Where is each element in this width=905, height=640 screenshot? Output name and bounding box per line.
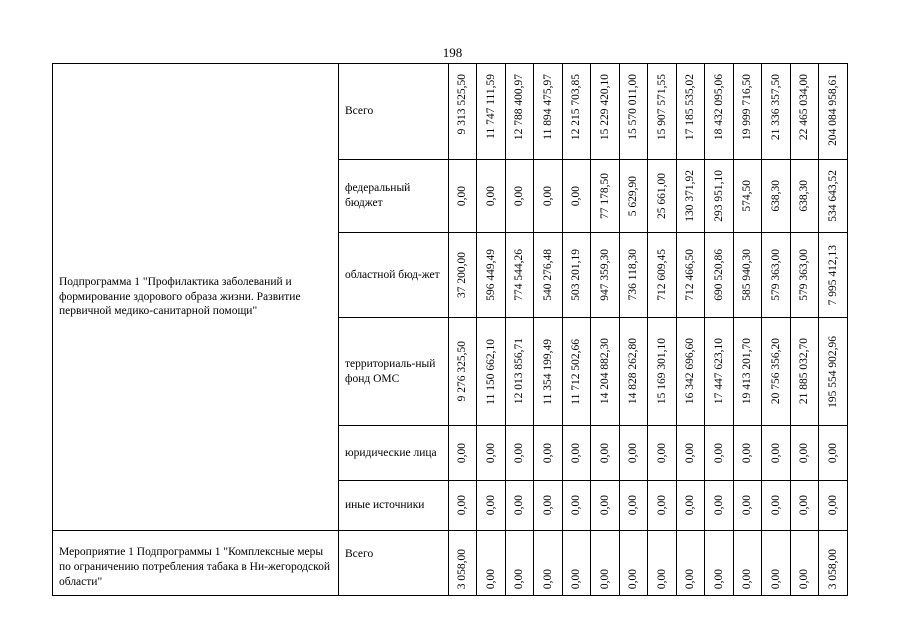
value-cell [620, 233, 648, 318]
value-cell [506, 531, 534, 596]
value-cell [449, 160, 477, 233]
value-cell [449, 426, 477, 481]
value-text: 11 894 475,97 [541, 74, 554, 140]
value-text: 0,00 [798, 495, 811, 516]
value-text: 0,00 [570, 495, 583, 516]
value-text: 579 363,00 [798, 249, 811, 301]
value-text: 0,00 [826, 442, 839, 464]
value-cell [762, 426, 791, 481]
value-cell [819, 426, 848, 481]
value-cell [591, 233, 620, 318]
value-cell [449, 531, 477, 596]
value-cell [563, 233, 591, 318]
value-text: 574,50 [741, 180, 754, 212]
value-text: 0,00 [712, 495, 725, 516]
value-text: 0,00 [712, 568, 725, 589]
value-text: 77 178,50 [598, 173, 611, 219]
value-cell [705, 318, 734, 426]
value-cell [449, 318, 477, 426]
value-cell [705, 531, 734, 596]
value-cell [762, 233, 791, 318]
value-text: 204 084 958,61 [826, 74, 839, 146]
value-cell [591, 318, 620, 426]
value-cell [563, 531, 591, 596]
value-text: 534 643,52 [826, 170, 839, 222]
value-text: 9 276 325,50 [456, 341, 469, 402]
value-text: 0,00 [627, 495, 640, 516]
value-cell [620, 318, 648, 426]
value-cell [534, 531, 563, 596]
value-text: 293 951,10 [712, 170, 725, 222]
value-cell [705, 64, 734, 160]
value-cell [563, 426, 591, 481]
value-cell [477, 233, 506, 318]
value-text: 712 609,45 [655, 249, 668, 301]
value-cell [534, 160, 563, 233]
value-text: 7 995 412,13 [826, 244, 839, 306]
value-text: 0,00 [484, 185, 497, 207]
value-cell [705, 233, 734, 318]
value-cell [819, 531, 848, 596]
value-text: 0,00 [627, 568, 640, 589]
value-text: 503 201,19 [570, 249, 583, 301]
value-cell [791, 233, 819, 318]
value-cell [506, 233, 534, 318]
value-cell [563, 160, 591, 233]
value-text: 37 200,00 [456, 252, 469, 298]
value-text: 0,00 [769, 568, 782, 589]
value-cell [648, 426, 677, 481]
value-text: 0,00 [541, 495, 554, 516]
value-cell [620, 531, 648, 596]
value-cell [734, 160, 762, 233]
value-text: 0,00 [655, 495, 668, 516]
value-text: 21 336 357,50 [769, 74, 782, 141]
value-cell [762, 64, 791, 160]
value-text: 19 999 716,50 [741, 74, 754, 141]
program-name-cell: Подпрограмма 1 "Профилактика заболеваний и формирование здорового образа жизни. Развитие первичной медико-санитарной помощи" [53, 64, 339, 531]
value-text: 0,00 [541, 442, 554, 464]
value-text: 0,00 [655, 442, 668, 464]
value-cell [734, 233, 762, 318]
value-cell [477, 426, 506, 481]
value-cell [449, 233, 477, 318]
value-cell [534, 233, 563, 318]
value-text: 0,00 [513, 495, 526, 516]
value-text: 15 907 571,55 [655, 74, 668, 141]
value-cell [506, 481, 534, 531]
value-text: 712 466,50 [684, 249, 697, 301]
value-text: 947 359,30 [598, 249, 611, 301]
table-row [53, 531, 848, 596]
program-name-cell: Мероприятие 1 Подпрограммы 1 "Комплексные меры по ограничению потребления табака в Ни-жегородской области" [53, 531, 339, 596]
value-text: 15 229 420,10 [598, 74, 611, 141]
value-text: 690 520,86 [712, 249, 725, 301]
value-cell [791, 318, 819, 426]
value-text: 638,30 [798, 180, 811, 212]
value-cell [449, 481, 477, 531]
value-text: 5 629,90 [627, 175, 640, 217]
funding-source-cell: областной бюд-жет [339, 233, 449, 318]
value-text: 0,00 [684, 568, 697, 589]
value-text: 15 570 011,00 [627, 74, 640, 140]
value-text: 540 276,48 [541, 249, 554, 301]
value-text: 0,00 [456, 442, 469, 464]
value-text: 0,00 [513, 442, 526, 464]
value-cell [620, 426, 648, 481]
value-text: 0,00 [570, 442, 583, 464]
value-cell [477, 531, 506, 596]
value-text: 0,00 [798, 568, 811, 589]
value-text: 736 118,30 [627, 249, 640, 301]
value-cell [819, 481, 848, 531]
value-text: 0,00 [570, 568, 583, 589]
value-text: 20 756 356,20 [769, 338, 782, 405]
value-text: 9 313 525,50 [456, 74, 469, 135]
value-cell [534, 64, 563, 160]
value-cell [563, 318, 591, 426]
value-cell [762, 531, 791, 596]
value-cell [819, 64, 848, 160]
value-cell [705, 481, 734, 531]
value-cell [506, 426, 534, 481]
value-cell [677, 318, 705, 426]
value-text: 0,00 [598, 568, 611, 589]
value-text: 18 432 095,06 [712, 74, 725, 141]
value-text: 14 828 262,80 [627, 338, 640, 405]
value-text: 0,00 [484, 495, 497, 516]
value-cell [591, 64, 620, 160]
value-text: 11 747 111,59 [484, 74, 497, 139]
value-text: 22 465 034,00 [798, 74, 811, 141]
value-cell [563, 481, 591, 531]
value-text: 0,00 [456, 495, 469, 516]
value-text: 16 342 696,60 [684, 338, 697, 405]
value-text: 11 354 199,49 [541, 338, 554, 405]
value-text: 12 788 400,97 [513, 74, 526, 141]
value-text: 579 363,00 [769, 249, 782, 301]
value-text: 3 058,00 [826, 548, 839, 589]
value-cell [734, 426, 762, 481]
value-cell [648, 318, 677, 426]
value-cell [677, 233, 705, 318]
funding-source-cell: федеральный бюджет [339, 160, 449, 233]
value-text: 0,00 [484, 568, 497, 589]
value-cell [506, 318, 534, 426]
value-text: 596 449,49 [484, 249, 497, 301]
value-text: 130 371,92 [684, 170, 697, 222]
value-cell [648, 481, 677, 531]
value-text: 0,00 [684, 442, 697, 464]
value-text: 19 413 201,70 [741, 338, 754, 405]
value-cell [506, 160, 534, 233]
funding-source-cell: иные источники [339, 481, 449, 531]
table-row [53, 64, 848, 160]
value-cell [762, 318, 791, 426]
value-cell [819, 318, 848, 426]
value-cell [648, 160, 677, 233]
value-cell [534, 481, 563, 531]
value-text: 12 013 856,71 [513, 338, 526, 405]
value-cell [677, 160, 705, 233]
value-cell [677, 481, 705, 531]
value-text: 0,00 [684, 495, 697, 516]
value-text: 25 661,00 [655, 173, 668, 219]
value-text: 15 169 301,10 [655, 338, 668, 405]
value-text: 0,00 [484, 442, 497, 464]
value-cell [534, 318, 563, 426]
funding-source-cell: Всего [339, 64, 449, 160]
value-cell [648, 531, 677, 596]
value-text: 0,00 [712, 442, 725, 464]
value-cell [791, 481, 819, 531]
value-cell [819, 160, 848, 233]
value-cell [762, 481, 791, 531]
value-cell [620, 64, 648, 160]
value-text: 0,00 [541, 568, 554, 589]
value-text: 0,00 [598, 442, 611, 464]
value-text: 0,00 [826, 495, 839, 516]
funding-source-cell: территориаль-ный фонд ОМС [339, 318, 449, 426]
value-cell [791, 64, 819, 160]
value-cell [449, 64, 477, 160]
value-cell [620, 481, 648, 531]
value-cell [591, 481, 620, 531]
value-cell [734, 318, 762, 426]
value-cell [819, 233, 848, 318]
value-cell [563, 64, 591, 160]
value-cell [762, 160, 791, 233]
value-text: 11 712 502,66 [570, 338, 583, 405]
value-cell [648, 233, 677, 318]
value-text: 11 150 662,10 [484, 338, 497, 405]
funding-source-cell: юридические лица [339, 426, 449, 481]
value-text: 21 885 032,70 [798, 338, 811, 405]
value-text: 0,00 [541, 185, 554, 207]
value-text: 17 447 623,10 [712, 338, 725, 405]
value-cell [591, 426, 620, 481]
value-text: 0,00 [769, 495, 782, 516]
value-text: 638,30 [769, 180, 782, 212]
funding-source-cell: Всего [339, 531, 449, 596]
value-text: 3 058,00 [456, 548, 469, 589]
value-cell [677, 64, 705, 160]
value-cell [477, 64, 506, 160]
value-cell [477, 481, 506, 531]
value-cell [677, 426, 705, 481]
value-cell [477, 318, 506, 426]
page-number: 198 [442, 45, 463, 60]
value-cell [677, 531, 705, 596]
value-text: 0,00 [627, 442, 640, 464]
value-text: 0,00 [741, 442, 754, 464]
value-text: 0,00 [513, 185, 526, 207]
value-text: 0,00 [798, 442, 811, 464]
value-text: 585 940,30 [741, 249, 754, 301]
value-text: 195 554 902,96 [826, 335, 839, 408]
value-text: 0,00 [456, 185, 469, 207]
value-text: 12 215 703,85 [570, 74, 583, 141]
table-body [53, 64, 848, 596]
value-text: 0,00 [570, 185, 583, 207]
value-cell [791, 426, 819, 481]
value-text: 0,00 [655, 568, 668, 589]
budget-table [52, 63, 848, 596]
value-cell [648, 64, 677, 160]
value-cell [591, 531, 620, 596]
value-text: 0,00 [769, 442, 782, 464]
value-cell [734, 481, 762, 531]
value-text: 0,00 [741, 568, 754, 589]
value-cell [791, 160, 819, 233]
value-cell [705, 426, 734, 481]
value-cell [534, 426, 563, 481]
value-text: 0,00 [741, 495, 754, 516]
value-text: 14 204 882,30 [598, 338, 611, 405]
value-text: 17 185 535,02 [684, 74, 697, 141]
value-cell [591, 160, 620, 233]
value-cell [620, 160, 648, 233]
value-cell [705, 160, 734, 233]
value-text: 0,00 [513, 568, 526, 589]
value-cell [734, 531, 762, 596]
value-text: 774 544,26 [513, 249, 526, 301]
value-cell [791, 531, 819, 596]
value-cell [506, 64, 534, 160]
value-text: 0,00 [598, 495, 611, 516]
value-cell [477, 160, 506, 233]
value-cell [734, 64, 762, 160]
